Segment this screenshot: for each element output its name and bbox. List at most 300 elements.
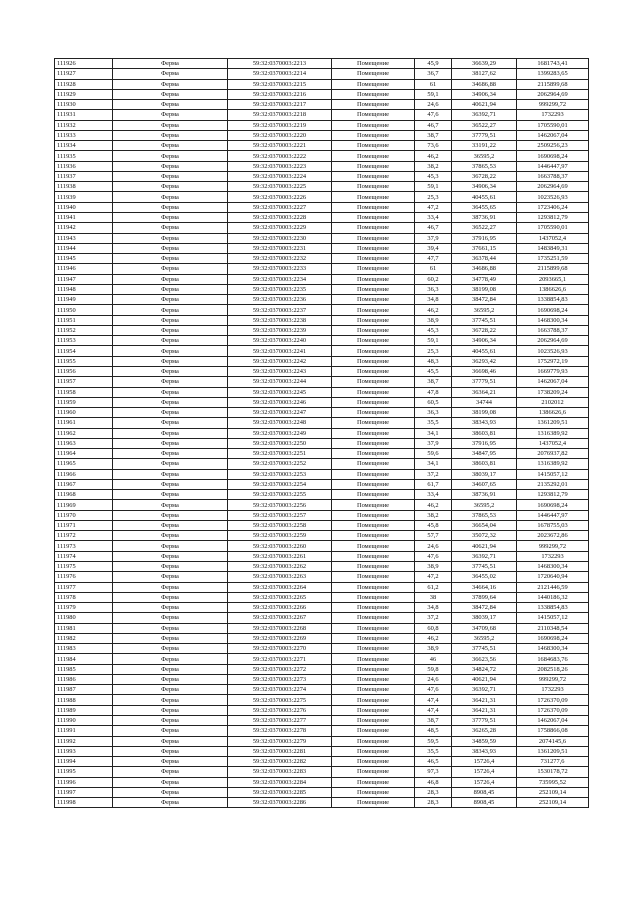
area-cell: 59,6: [415, 449, 452, 459]
table-row: [55, 274, 589, 284]
row-number-cell: 111943: [55, 233, 113, 243]
cadastral-value-cell: 1361209,51: [517, 746, 589, 756]
row-number-cell: 111964: [55, 449, 113, 459]
table-row: [55, 449, 589, 459]
unit-value-cell: 15726,4: [452, 767, 517, 777]
object-type-cell: Ферма: [113, 551, 228, 561]
row-number-cell: 111991: [55, 726, 113, 736]
table-row: [55, 130, 589, 140]
area-cell: 61: [415, 264, 452, 274]
object-kind-cell: Помещение: [332, 654, 415, 664]
cadastral-number-cell: 59:32:0370003:2271: [228, 654, 332, 664]
cadastral-value-cell: 2110348,54: [517, 623, 589, 633]
area-cell: 46: [415, 654, 452, 664]
table-row: [55, 459, 589, 469]
cadastral-number-cell: 59:32:0370003:2274: [228, 685, 332, 695]
cadastral-number-cell: 59:32:0370003:2249: [228, 428, 332, 438]
cadastral-number-cell: 59:32:0370003:2230: [228, 233, 332, 243]
area-cell: 60,2: [415, 274, 452, 284]
object-type-cell: Ферма: [113, 397, 228, 407]
cadastral-number-cell: 59:32:0370003:2275: [228, 695, 332, 705]
table-row: [55, 356, 589, 366]
object-type-cell: Ферма: [113, 767, 228, 777]
object-type-cell: Ферма: [113, 736, 228, 746]
area-cell: 45,9: [415, 59, 452, 69]
row-number-cell: 111926: [55, 59, 113, 69]
cadastral-value-cell: 1726370,09: [517, 705, 589, 715]
table-row: [55, 531, 589, 541]
object-type-cell: Ферма: [113, 171, 228, 181]
cadastral-number-cell: 59:32:0370003:2276: [228, 705, 332, 715]
cadastral-value-table: [54, 58, 589, 808]
cadastral-value-cell: 1386626,6: [517, 408, 589, 418]
unit-value-cell: 36421,31: [452, 695, 517, 705]
cadastral-number-cell: 59:32:0370003:2246: [228, 397, 332, 407]
row-number-cell: 111938: [55, 182, 113, 192]
cadastral-number-cell: 59:32:0370003:2286: [228, 798, 332, 808]
table-row: [55, 777, 589, 787]
unit-value-cell: 34744: [452, 397, 517, 407]
object-type-cell: Ферма: [113, 592, 228, 602]
unit-value-cell: 37916,95: [452, 233, 517, 243]
unit-value-cell: 34709,68: [452, 623, 517, 633]
object-type-cell: Ферма: [113, 531, 228, 541]
cadastral-number-cell: 59:32:0370003:2261: [228, 551, 332, 561]
table-row: [55, 212, 589, 222]
cadastral-value-cell: 1316389,92: [517, 459, 589, 469]
cadastral-value-cell: 1738209,24: [517, 387, 589, 397]
unit-value-cell: 38343,93: [452, 418, 517, 428]
area-cell: 33,4: [415, 212, 452, 222]
cadastral-value-cell: 2076937,82: [517, 449, 589, 459]
table-row: [55, 490, 589, 500]
object-kind-cell: Помещение: [332, 89, 415, 99]
unit-value-cell: 38343,93: [452, 746, 517, 756]
cadastral-number-cell: 59:32:0370003:2272: [228, 664, 332, 674]
object-type-cell: Ферма: [113, 510, 228, 520]
table-row: [55, 161, 589, 171]
row-number-cell: 111973: [55, 541, 113, 551]
object-type-cell: Ферма: [113, 366, 228, 376]
area-cell: 35,5: [415, 418, 452, 428]
object-type-cell: Ферма: [113, 243, 228, 253]
area-cell: 28,3: [415, 798, 452, 808]
row-number-cell: 111949: [55, 295, 113, 305]
table-row: [55, 408, 589, 418]
object-type-cell: Ферма: [113, 336, 228, 346]
object-kind-cell: Помещение: [332, 777, 415, 787]
area-cell: 47,6: [415, 551, 452, 561]
row-number-cell: 111958: [55, 387, 113, 397]
cadastral-number-cell: 59:32:0370003:2282: [228, 757, 332, 767]
object-kind-cell: Помещение: [332, 798, 415, 808]
table-row: [55, 79, 589, 89]
area-cell: 38,9: [415, 315, 452, 325]
object-kind-cell: Помещение: [332, 182, 415, 192]
object-kind-cell: Помещение: [332, 274, 415, 284]
unit-value-cell: 36595,2: [452, 151, 517, 161]
unit-value-cell: 34686,88: [452, 79, 517, 89]
unit-value-cell: 36455,65: [452, 202, 517, 212]
area-cell: 46,2: [415, 151, 452, 161]
object-kind-cell: Помещение: [332, 633, 415, 643]
unit-value-cell: 37779,51: [452, 716, 517, 726]
unit-value-cell: 36522,27: [452, 223, 517, 233]
cadastral-number-cell: 59:32:0370003:2224: [228, 171, 332, 181]
row-number-cell: 111997: [55, 787, 113, 797]
row-number-cell: 111979: [55, 603, 113, 613]
object-kind-cell: Помещение: [332, 490, 415, 500]
row-number-cell: 111966: [55, 469, 113, 479]
cadastral-value-cell: 735995,52: [517, 777, 589, 787]
unit-value-cell: 36654,04: [452, 520, 517, 530]
unit-value-cell: 37745,51: [452, 644, 517, 654]
unit-value-cell: 38472,84: [452, 295, 517, 305]
row-number-cell: 111962: [55, 428, 113, 438]
cadastral-number-cell: 59:32:0370003:2254: [228, 479, 332, 489]
object-type-cell: Ферма: [113, 695, 228, 705]
object-kind-cell: Помещение: [332, 100, 415, 110]
cadastral-value-cell: 1758866,08: [517, 726, 589, 736]
row-number-cell: 111927: [55, 69, 113, 79]
table-row: [55, 336, 589, 346]
object-type-cell: Ферма: [113, 449, 228, 459]
cadastral-number-cell: 59:32:0370003:2279: [228, 736, 332, 746]
table-row: [55, 89, 589, 99]
row-number-cell: 111950: [55, 305, 113, 315]
area-cell: 36,7: [415, 69, 452, 79]
object-kind-cell: Помещение: [332, 716, 415, 726]
cadastral-value-cell: 1681743,41: [517, 59, 589, 69]
row-number-cell: 111981: [55, 623, 113, 633]
unit-value-cell: 33191,22: [452, 141, 517, 151]
area-cell: 38,7: [415, 716, 452, 726]
area-cell: 97,3: [415, 767, 452, 777]
cadastral-number-cell: 59:32:0370003:2256: [228, 500, 332, 510]
unit-value-cell: 34664,16: [452, 582, 517, 592]
object-type-cell: Ферма: [113, 418, 228, 428]
cadastral-number-cell: 59:32:0370003:2238: [228, 315, 332, 325]
row-number-cell: 111968: [55, 490, 113, 500]
area-cell: 47,2: [415, 572, 452, 582]
row-number-cell: 111946: [55, 264, 113, 274]
area-cell: 24,6: [415, 541, 452, 551]
table-row: [55, 736, 589, 746]
object-kind-cell: Помещение: [332, 531, 415, 541]
cadastral-value-cell: 1440186,32: [517, 592, 589, 602]
object-kind-cell: Помещение: [332, 264, 415, 274]
table-row: [55, 69, 589, 79]
cadastral-number-cell: 59:32:0370003:2223: [228, 161, 332, 171]
object-kind-cell: Помещение: [332, 408, 415, 418]
table-row: [55, 746, 589, 756]
row-number-cell: 111989: [55, 705, 113, 715]
object-type-cell: Ферма: [113, 674, 228, 684]
cadastral-value-cell: 1023526,93: [517, 346, 589, 356]
object-kind-cell: Помещение: [332, 110, 415, 120]
object-kind-cell: Помещение: [332, 500, 415, 510]
area-cell: 59,1: [415, 182, 452, 192]
cadastral-value-cell: 2102012: [517, 397, 589, 407]
unit-value-cell: 40455,61: [452, 192, 517, 202]
object-kind-cell: Помещение: [332, 325, 415, 335]
cadastral-number-cell: 59:32:0370003:2233: [228, 264, 332, 274]
table-row: [55, 223, 589, 233]
cadastral-value-cell: 1732293: [517, 551, 589, 561]
object-kind-cell: Помещение: [332, 438, 415, 448]
table-row: [55, 520, 589, 530]
object-type-cell: Ферма: [113, 623, 228, 633]
table-row: [55, 551, 589, 561]
row-number-cell: 111941: [55, 212, 113, 222]
object-kind-cell: Помещение: [332, 305, 415, 315]
object-kind-cell: Помещение: [332, 757, 415, 767]
object-type-cell: Ферма: [113, 469, 228, 479]
object-kind-cell: Помещение: [332, 520, 415, 530]
cadastral-number-cell: 59:32:0370003:2239: [228, 325, 332, 335]
row-number-cell: 111995: [55, 767, 113, 777]
object-kind-cell: Помещение: [332, 428, 415, 438]
cadastral-number-cell: 59:32:0370003:2252: [228, 459, 332, 469]
unit-value-cell: 8908,45: [452, 798, 517, 808]
row-number-cell: 111951: [55, 315, 113, 325]
area-cell: 57,7: [415, 531, 452, 541]
object-type-cell: Ферма: [113, 295, 228, 305]
object-kind-cell: Помещение: [332, 171, 415, 181]
cadastral-number-cell: 59:32:0370003:2240: [228, 336, 332, 346]
cadastral-value-cell: 1446447,97: [517, 510, 589, 520]
area-cell: 24,6: [415, 674, 452, 684]
object-type-cell: Ферма: [113, 582, 228, 592]
unit-value-cell: 36595,2: [452, 305, 517, 315]
object-type-cell: Ферма: [113, 202, 228, 212]
unit-value-cell: 36392,71: [452, 110, 517, 120]
object-kind-cell: Помещение: [332, 141, 415, 151]
table-row: [55, 582, 589, 592]
cadastral-value-cell: 1690698,24: [517, 305, 589, 315]
object-kind-cell: Помещение: [332, 346, 415, 356]
object-type-cell: Ферма: [113, 459, 228, 469]
row-number-cell: 111971: [55, 520, 113, 530]
row-number-cell: 111984: [55, 654, 113, 664]
cadastral-number-cell: 59:32:0370003:2232: [228, 254, 332, 264]
table-row: [55, 264, 589, 274]
table-row: [55, 705, 589, 715]
cadastral-value-cell: 1415057,12: [517, 469, 589, 479]
cadastral-number-cell: 59:32:0370003:2220: [228, 130, 332, 140]
object-type-cell: Ферма: [113, 685, 228, 695]
row-number-cell: 111934: [55, 141, 113, 151]
row-number-cell: 111935: [55, 151, 113, 161]
object-kind-cell: Помещение: [332, 69, 415, 79]
unit-value-cell: 37899,64: [452, 592, 517, 602]
object-kind-cell: Помещение: [332, 192, 415, 202]
table-row: [55, 469, 589, 479]
area-cell: 61,7: [415, 479, 452, 489]
cadastral-value-cell: 2062964,69: [517, 89, 589, 99]
cadastral-number-cell: 59:32:0370003:2260: [228, 541, 332, 551]
object-type-cell: Ферма: [113, 757, 228, 767]
unit-value-cell: 36455,02: [452, 572, 517, 582]
cadastral-value-cell: 1338854,83: [517, 603, 589, 613]
object-type-cell: Ферма: [113, 438, 228, 448]
unit-value-cell: 38039,17: [452, 469, 517, 479]
object-kind-cell: Помещение: [332, 315, 415, 325]
cadastral-value-cell: 1690698,24: [517, 500, 589, 510]
cadastral-value-cell: 1723406,24: [517, 202, 589, 212]
row-number-cell: 111936: [55, 161, 113, 171]
object-kind-cell: Помещение: [332, 223, 415, 233]
object-kind-cell: Помещение: [332, 459, 415, 469]
object-kind-cell: Помещение: [332, 387, 415, 397]
area-cell: 47,7: [415, 254, 452, 264]
cadastral-number-cell: 59:32:0370003:2218: [228, 110, 332, 120]
object-type-cell: Ферма: [113, 212, 228, 222]
unit-value-cell: 34859,59: [452, 736, 517, 746]
table-row: [55, 716, 589, 726]
cadastral-value-cell: 2121446,59: [517, 582, 589, 592]
cadastral-value-cell: 1462067,04: [517, 377, 589, 387]
row-number-cell: 111982: [55, 633, 113, 643]
object-type-cell: Ферма: [113, 325, 228, 335]
row-number-cell: 111996: [55, 777, 113, 787]
cadastral-number-cell: 59:32:0370003:2267: [228, 613, 332, 623]
table-row: [55, 315, 589, 325]
area-cell: 73,6: [415, 141, 452, 151]
row-number-cell: 111983: [55, 644, 113, 654]
unit-value-cell: 36378,44: [452, 254, 517, 264]
unit-value-cell: 37745,51: [452, 562, 517, 572]
table-row: [55, 182, 589, 192]
area-cell: 60,8: [415, 623, 452, 633]
cadastral-value-cell: 1468300,34: [517, 315, 589, 325]
area-cell: 47,6: [415, 685, 452, 695]
object-type-cell: Ферма: [113, 305, 228, 315]
cadastral-value-cell: 1468300,34: [517, 562, 589, 572]
cadastral-value-cell: 731277,6: [517, 757, 589, 767]
object-kind-cell: Помещение: [332, 295, 415, 305]
table-row: [55, 397, 589, 407]
cadastral-value-cell: 1446447,97: [517, 161, 589, 171]
area-cell: 48,3: [415, 356, 452, 366]
cadastral-value-cell: 1023526,93: [517, 192, 589, 202]
cadastral-number-cell: 59:32:0370003:2258: [228, 520, 332, 530]
unit-value-cell: 36522,27: [452, 120, 517, 130]
cadastral-value-cell: 1705590,01: [517, 223, 589, 233]
object-type-cell: Ферма: [113, 223, 228, 233]
row-number-cell: 111953: [55, 336, 113, 346]
table-row: [55, 120, 589, 130]
cadastral-value-cell: 1726370,09: [517, 695, 589, 705]
area-cell: 38: [415, 592, 452, 602]
table-row: [55, 500, 589, 510]
cadastral-value-cell: 1399283,65: [517, 69, 589, 79]
object-type-cell: Ферма: [113, 746, 228, 756]
object-type-cell: Ферма: [113, 79, 228, 89]
object-type-cell: Ферма: [113, 633, 228, 643]
row-number-cell: 111928: [55, 79, 113, 89]
cadastral-number-cell: 59:32:0370003:2253: [228, 469, 332, 479]
area-cell: 39,4: [415, 243, 452, 253]
cadastral-value-cell: 2115899,68: [517, 79, 589, 89]
row-number-cell: 111931: [55, 110, 113, 120]
object-type-cell: Ферма: [113, 654, 228, 664]
area-cell: 37,9: [415, 233, 452, 243]
table-row: [55, 59, 589, 69]
cadastral-number-cell: 59:32:0370003:2242: [228, 356, 332, 366]
cadastral-number-cell: 59:32:0370003:2214: [228, 69, 332, 79]
cadastral-value-cell: 1462067,04: [517, 716, 589, 726]
unit-value-cell: 36293,42: [452, 356, 517, 366]
object-kind-cell: Помещение: [332, 695, 415, 705]
unit-value-cell: 40621,94: [452, 100, 517, 110]
area-cell: 38,2: [415, 510, 452, 520]
object-type-cell: Ферма: [113, 613, 228, 623]
row-number-cell: 111955: [55, 356, 113, 366]
cadastral-value-cell: 1705590,01: [517, 120, 589, 130]
object-kind-cell: Помещение: [332, 726, 415, 736]
cadastral-number-cell: 59:32:0370003:2250: [228, 438, 332, 448]
table-row: [55, 366, 589, 376]
table-row: [55, 572, 589, 582]
table-row: [55, 674, 589, 684]
row-number-cell: 111974: [55, 551, 113, 561]
cadastral-value-cell: 1663788,37: [517, 325, 589, 335]
row-number-cell: 111942: [55, 223, 113, 233]
cadastral-value-cell: 1468300,34: [517, 644, 589, 654]
area-cell: 46,2: [415, 305, 452, 315]
object-kind-cell: Помещение: [332, 674, 415, 684]
unit-value-cell: 15726,4: [452, 777, 517, 787]
table-row: [55, 664, 589, 674]
cadastral-value-cell: 1293812,79: [517, 212, 589, 222]
cadastral-number-cell: 59:32:0370003:2277: [228, 716, 332, 726]
object-kind-cell: Помещение: [332, 572, 415, 582]
unit-value-cell: 35072,32: [452, 531, 517, 541]
area-cell: 59,5: [415, 736, 452, 746]
object-kind-cell: Помещение: [332, 644, 415, 654]
table-row: [55, 254, 589, 264]
object-type-cell: Ферма: [113, 182, 228, 192]
object-type-cell: Ферма: [113, 644, 228, 654]
object-kind-cell: Помещение: [332, 243, 415, 253]
unit-value-cell: 34686,88: [452, 264, 517, 274]
cadastral-value-cell: 1720640,94: [517, 572, 589, 582]
table-body: [55, 59, 589, 808]
object-kind-cell: Помещение: [332, 151, 415, 161]
cadastral-value-cell: 1732293: [517, 110, 589, 120]
object-kind-cell: Помещение: [332, 541, 415, 551]
cadastral-value-cell: 999299,72: [517, 541, 589, 551]
area-cell: 61: [415, 79, 452, 89]
unit-value-cell: 40455,61: [452, 346, 517, 356]
cadastral-number-cell: 59:32:0370003:2237: [228, 305, 332, 315]
object-type-cell: Ферма: [113, 664, 228, 674]
cadastral-number-cell: 59:32:0370003:2234: [228, 274, 332, 284]
object-type-cell: Ферма: [113, 377, 228, 387]
object-kind-cell: Помещение: [332, 397, 415, 407]
area-cell: 47,8: [415, 387, 452, 397]
object-kind-cell: Помещение: [332, 130, 415, 140]
object-type-cell: Ферма: [113, 562, 228, 572]
row-number-cell: 111992: [55, 736, 113, 746]
cadastral-number-cell: 59:32:0370003:2269: [228, 633, 332, 643]
table-row: [55, 695, 589, 705]
row-number-cell: 111960: [55, 408, 113, 418]
row-number-cell: 111967: [55, 479, 113, 489]
object-type-cell: Ферма: [113, 408, 228, 418]
area-cell: 45,5: [415, 366, 452, 376]
